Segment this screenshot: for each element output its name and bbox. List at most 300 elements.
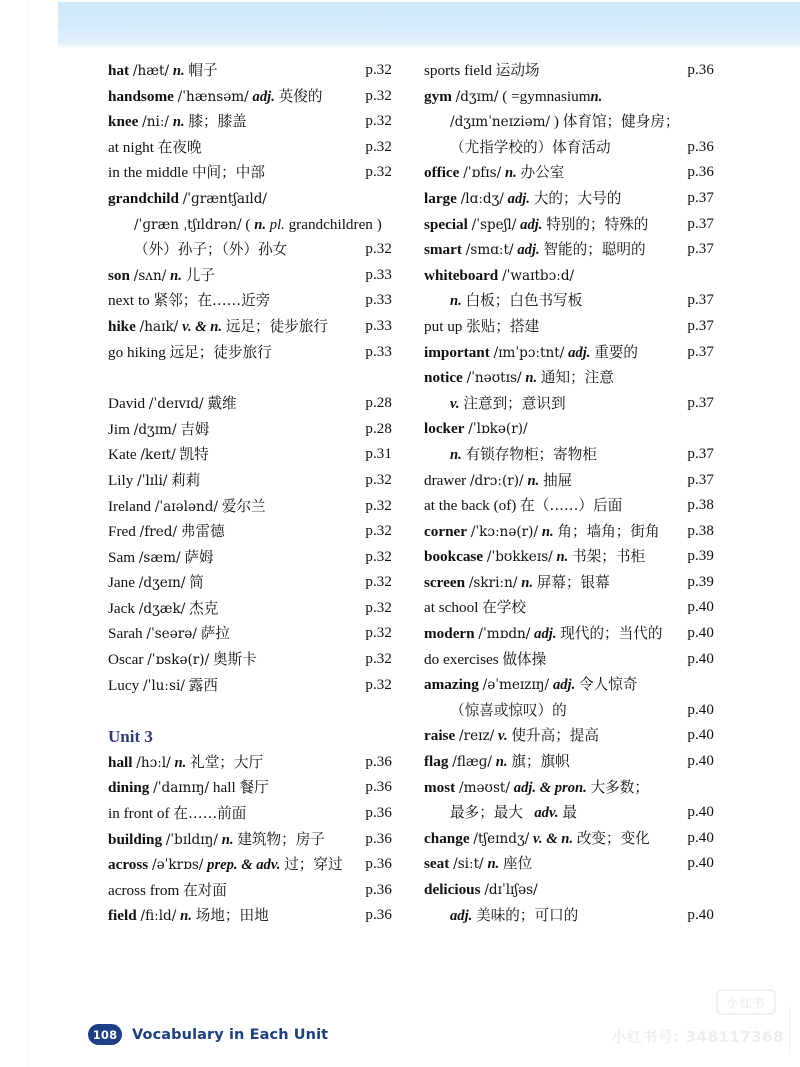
- entry-line: [424, 519, 714, 545]
- entry-line: [424, 160, 714, 186]
- chinese-gloss: 现代的；当代的: [560, 625, 663, 643]
- headword: Kate: [108, 446, 137, 464]
- page-reference: p.36: [365, 881, 392, 898]
- page-reference: p.37: [687, 292, 714, 309]
- page-reference: p.32: [365, 651, 392, 668]
- chinese-gloss: 注意到；意识到: [463, 394, 566, 412]
- page-reference: p.32: [365, 676, 392, 693]
- chinese-gloss: 改变；变化: [576, 829, 650, 847]
- entry-text: [424, 523, 660, 540]
- pronunciation: /ˈnəʊtɪs/: [466, 370, 522, 387]
- part-of-speech: adj. & pron.: [513, 779, 587, 796]
- page-reference: p.32: [365, 113, 392, 130]
- entry-text: [108, 856, 343, 873]
- entry-text: [108, 523, 225, 540]
- headword: son: [108, 266, 130, 284]
- page-reference: p.33: [365, 292, 392, 309]
- headword: hat: [108, 62, 130, 79]
- entry-text: [424, 446, 597, 463]
- entry-line: [424, 877, 714, 903]
- entry-line: [424, 826, 714, 852]
- entry-text: [424, 344, 638, 361]
- headword: bookcase: [424, 548, 484, 566]
- part-of-speech: n.: [525, 370, 538, 387]
- chinese-gloss: 特别的；特殊的: [546, 215, 649, 233]
- chinese-gloss: 大的；大号的: [533, 189, 622, 207]
- entry-line: [424, 493, 714, 519]
- page-reference: p.40: [687, 701, 714, 718]
- entry-line: [424, 468, 714, 494]
- chinese-gloss: 白板；白色书写板: [465, 292, 583, 310]
- entry-text: [424, 369, 614, 386]
- part-of-speech: n.: [495, 754, 508, 771]
- entry-special: [424, 212, 714, 238]
- chinese-gloss: （尤指学校的）体育活动: [450, 138, 611, 156]
- chinese-gloss: 有锁存物柜；寄物柜: [465, 445, 597, 463]
- part-of-speech: n.: [527, 472, 540, 489]
- chinese-gloss: 紧邻；在……近旁: [153, 292, 271, 310]
- pronunciation: /ˈbɪldɪŋ/: [165, 831, 218, 848]
- entry-david: [108, 391, 408, 417]
- page-number-badge: 108: [88, 1024, 122, 1045]
- entry-text: [108, 677, 218, 694]
- pronunciation: /ˈdeɪvɪd/: [148, 396, 204, 413]
- page-reference: p.40: [687, 753, 714, 770]
- chinese-gloss: 智能的；聪明的: [543, 241, 646, 259]
- chinese-gloss: 张贴；搭建: [466, 317, 540, 335]
- page-reference: p.32: [365, 497, 392, 514]
- part-of-speech: v.: [450, 395, 460, 412]
- entry-line: [108, 621, 408, 647]
- part-of-speech: pl.: [269, 216, 285, 233]
- entry-line: [108, 314, 408, 340]
- entry-line: [108, 212, 408, 238]
- entry-text: [108, 318, 328, 335]
- entry-in-front-of: [108, 801, 408, 827]
- page-reference: p.40: [687, 906, 714, 923]
- entry-line: [108, 570, 408, 596]
- entry-line: [108, 494, 408, 520]
- page-reference: p.37: [687, 471, 714, 488]
- page-reference: p.32: [365, 164, 392, 181]
- extra-text: (: [245, 215, 255, 233]
- chinese-gloss: 吉姆: [180, 420, 210, 438]
- entry-at-school: [424, 595, 714, 621]
- page-footer: [88, 1024, 328, 1045]
- entry-text: [108, 267, 215, 284]
- headword: drawer: [424, 471, 467, 489]
- entry-text: [108, 88, 322, 105]
- headword: put up: [424, 317, 463, 335]
- pronunciation: /fiːld/: [140, 908, 177, 925]
- entry-text: [424, 651, 546, 668]
- chinese-gloss: 美味的；可口的: [476, 906, 579, 924]
- headword: at school: [424, 599, 479, 617]
- entry-text: [424, 702, 567, 719]
- entry-raise: [424, 723, 714, 749]
- part-of-speech: n.: [504, 165, 517, 182]
- entry-notice: [424, 365, 714, 416]
- pronunciation: /sʌn/: [133, 267, 167, 284]
- headword: delicious: [424, 881, 481, 898]
- entry-corner: [424, 519, 714, 545]
- part-of-speech: adj.: [450, 907, 473, 924]
- entry-delicious: [424, 877, 714, 928]
- chinese-gloss: 在学校: [482, 599, 527, 617]
- entry-go-hiking: [108, 340, 408, 366]
- headword: whiteboard: [424, 266, 499, 284]
- xiaohongshu-watermark-logo: 小红书: [716, 989, 776, 1015]
- headword: screen: [424, 573, 466, 591]
- pronunciation: /drɔː(r)/: [469, 472, 524, 489]
- page-reference: p.40: [687, 650, 714, 667]
- header-band-fade: [58, 44, 800, 49]
- chinese-gloss: 书架；书柜: [572, 548, 646, 566]
- page-reference: p.28: [365, 395, 392, 412]
- chinese-gloss: 在（……）后面: [520, 497, 623, 515]
- chinese-gloss: 弗雷德: [180, 523, 225, 541]
- entry-line: [108, 417, 408, 443]
- entry-line: [108, 340, 408, 366]
- entry-line: [108, 288, 408, 314]
- headword: Jim: [108, 420, 130, 438]
- entry-text: [108, 574, 204, 591]
- page-reference: p.40: [687, 599, 714, 616]
- page-reference: p.33: [365, 343, 392, 360]
- entry-son: [108, 263, 408, 289]
- part-of-speech: prep. & adv.: [207, 857, 281, 874]
- footer-title: Vocabulary in Each Unit: [132, 1026, 329, 1043]
- entry-gym: [424, 84, 714, 161]
- headword: Sarah: [108, 625, 143, 643]
- entry-line: [424, 851, 714, 877]
- entry-line: [424, 288, 714, 314]
- entry-important: [424, 340, 714, 366]
- entry-building: [108, 827, 408, 853]
- chinese-gloss: 礼堂；大厅: [190, 753, 264, 771]
- chinese-gloss: 过；穿过: [284, 856, 343, 874]
- page-reference: p.37: [687, 445, 714, 462]
- part-of-speech: n.: [172, 63, 185, 79]
- part-of-speech: v. & n.: [533, 830, 573, 847]
- pronunciation: /dɪˈlɪʃəs/: [484, 882, 538, 898]
- pronunciation: /ˈbʊkkeɪs/: [486, 549, 553, 566]
- page-reference: p.36: [687, 164, 714, 181]
- pronunciation: /ˈɡræn ˌtʃɪldrən/: [134, 216, 242, 233]
- entry-text: [424, 907, 578, 924]
- entry-office: [424, 160, 714, 186]
- headword: field: [108, 907, 137, 925]
- part-of-speech: n.: [487, 856, 500, 873]
- xiaohongshu-watermark-id: 小红书号: 348117368: [611, 1028, 784, 1046]
- entry-text: [424, 190, 621, 207]
- entry-line: [424, 621, 714, 647]
- chinese-gloss: 在……前面: [173, 805, 247, 823]
- pronunciation: /ˈwaɪtbɔːd/: [502, 267, 575, 284]
- entry-smart: [424, 237, 714, 263]
- entry-line: [108, 263, 408, 289]
- pronunciation: /ˈɒfɪs/: [463, 165, 502, 182]
- page-reference: p.36: [687, 62, 714, 78]
- entry-fred: [108, 519, 408, 545]
- pronunciation: /ˈaɪələnd/: [154, 498, 219, 515]
- entry-in-the-middle: [108, 160, 408, 186]
- headword: at the back (of): [424, 497, 517, 515]
- entry-whiteboard: [424, 263, 714, 314]
- entry-at-night: [108, 135, 408, 161]
- entry-line: [424, 186, 714, 212]
- entry-text: [108, 472, 200, 489]
- headword: David: [108, 395, 146, 413]
- entry-line: [424, 84, 714, 110]
- chinese-gloss: 大多数；: [590, 778, 649, 796]
- headword: gym: [424, 87, 452, 105]
- headword: Lily: [108, 471, 134, 489]
- entry-text: [424, 113, 680, 130]
- entry-line: [108, 58, 408, 84]
- page-reference: p.36: [365, 830, 392, 847]
- entry-text: [108, 625, 230, 642]
- entry-put-up: [424, 314, 714, 340]
- entry-text: [424, 804, 577, 821]
- headword: Sam: [108, 548, 136, 566]
- page-reference: p.40: [687, 804, 714, 821]
- page-reference: p.37: [687, 317, 714, 334]
- pronunciation: /əˈmeɪzɪŋ/: [482, 677, 550, 694]
- page-reference: p.38: [687, 497, 714, 514]
- part-of-speech: n.: [254, 216, 266, 233]
- entry-line: [424, 647, 714, 673]
- chinese-gloss: 杰克: [189, 599, 219, 617]
- entry-text: [424, 548, 645, 565]
- entry-oscar: [108, 647, 408, 673]
- entry-across: [108, 852, 408, 878]
- entry-text: [108, 779, 269, 796]
- page-reference: p.32: [365, 548, 392, 565]
- chinese-gloss: 通知；注意: [540, 369, 614, 387]
- page-reference: p.32: [365, 87, 392, 104]
- part-of-speech: n.: [174, 754, 187, 771]
- chinese-gloss: 旗；旗帜: [511, 753, 570, 771]
- part-of-speech: n.: [450, 446, 462, 463]
- page-reference: p.32: [365, 471, 392, 488]
- entry-line: [108, 545, 408, 571]
- pronunciation: /ˈdaɪnɪŋ/: [153, 780, 210, 797]
- entry-line: [424, 749, 714, 775]
- headword: next to: [108, 292, 150, 310]
- headword: dining: [108, 779, 150, 797]
- section-gap: [108, 365, 408, 391]
- pronunciation: /ˈhænsəm/: [177, 88, 249, 105]
- extra-text: ): [376, 215, 382, 233]
- entry-line: [424, 416, 714, 442]
- entry-line: [424, 212, 714, 238]
- chinese-gloss: 奥斯卡: [212, 651, 257, 669]
- page-reference: p.33: [365, 317, 392, 334]
- chinese-gloss: 英俊的: [278, 87, 323, 105]
- entry-text: [108, 651, 257, 668]
- pronunciation: /ˈkɔːnə(r)/: [470, 523, 539, 540]
- entry-text: [424, 395, 566, 412]
- entry-screen: [424, 570, 714, 596]
- part-of-speech: n.: [221, 831, 234, 848]
- page-reference: p.38: [687, 522, 714, 539]
- chinese-gloss: 令人惊奇: [579, 676, 638, 694]
- chinese-gloss: 爱尔兰: [221, 497, 266, 515]
- entry-next-to: [108, 288, 408, 314]
- headword: seat: [424, 855, 450, 873]
- chinese-gloss: 建筑物；房子: [237, 830, 325, 848]
- chinese-gloss: 露西: [188, 676, 218, 694]
- entry-text: [424, 420, 528, 437]
- entry-text: [108, 498, 266, 515]
- headword: special: [424, 215, 468, 233]
- entry-line: [424, 237, 714, 263]
- entry-text: [424, 830, 650, 847]
- entry-jack: [108, 596, 408, 622]
- page-reference: p.32: [365, 574, 392, 591]
- page-reference: p.36: [365, 907, 392, 924]
- entry-line: [424, 544, 714, 570]
- entry-line: [108, 750, 408, 776]
- entry-text: [108, 62, 218, 79]
- page-reference: p.40: [687, 829, 714, 846]
- entry-text: [424, 88, 602, 105]
- entry-text: [108, 344, 272, 361]
- part-of-speech: v. & n.: [182, 318, 223, 335]
- page-reference: p.32: [365, 523, 392, 540]
- chinese-gloss: 帽子: [188, 62, 218, 79]
- page-reference: p.37: [687, 189, 714, 206]
- entry-sarah: [108, 621, 408, 647]
- entry-lily: [108, 468, 408, 494]
- part-of-speech: n.: [521, 574, 533, 591]
- entry-across-from: [108, 878, 408, 904]
- headword: do exercises: [424, 650, 499, 668]
- entry-line: [424, 570, 714, 596]
- page-reference: p.32: [365, 241, 392, 258]
- entry-line: [424, 365, 714, 391]
- entry-line: [108, 673, 408, 699]
- entry-seat: [424, 851, 714, 877]
- entry-at-the-back-of: [424, 493, 714, 519]
- entry-line: [424, 314, 714, 340]
- page-reference: p.32: [365, 625, 392, 642]
- part-of-speech: adj.: [568, 344, 591, 361]
- chinese-gloss: 远足；徒步旅行: [169, 343, 272, 361]
- entry-line: [424, 109, 714, 135]
- entry-line: [108, 827, 408, 853]
- entry-text: [108, 754, 263, 771]
- part-of-speech: adj.: [252, 88, 275, 105]
- headword: across from: [108, 881, 180, 899]
- page-reference: p.36: [365, 779, 392, 796]
- entry-line: [424, 595, 714, 621]
- chinese-gloss: 戴维: [207, 395, 237, 413]
- entry-line: [108, 878, 408, 904]
- headword: Jane: [108, 574, 135, 592]
- entry-line: [108, 852, 408, 878]
- pronunciation: /flæɡ/: [452, 754, 492, 771]
- part-of-speech: n.: [590, 88, 603, 105]
- page-reference: p.37: [687, 215, 714, 232]
- entry-text: [108, 831, 325, 848]
- part-of-speech: adj.: [507, 190, 530, 207]
- page-reference: p.32: [365, 62, 392, 78]
- entry-text: [108, 907, 269, 924]
- entry-amazing: [424, 672, 714, 723]
- part-of-speech: n.: [180, 908, 192, 925]
- chinese-gloss: 抽屉: [543, 471, 573, 489]
- headword: important: [424, 343, 490, 361]
- chinese-gloss: 运动场: [495, 62, 540, 79]
- entry-line: [108, 109, 408, 135]
- pronunciation: /ˈlɪli/: [137, 472, 168, 489]
- entry-text: [108, 446, 209, 463]
- page-reference: p.32: [365, 599, 392, 616]
- headword: Ireland: [108, 497, 152, 515]
- pronunciation: /dʒæk/: [138, 600, 186, 617]
- entry-line: [424, 698, 714, 724]
- headword: hall: [108, 753, 133, 771]
- entry-hike: [108, 314, 408, 340]
- headword: knee: [108, 113, 139, 131]
- entry-line: [424, 903, 714, 929]
- entry-text: [424, 727, 599, 744]
- chinese-gloss: 屏幕；银幕: [536, 573, 610, 591]
- headword: handsome: [108, 87, 174, 105]
- entry-line: [108, 801, 408, 827]
- chinese-gloss: 莉莉: [171, 471, 201, 489]
- headword: corner: [424, 522, 468, 540]
- entry-line: [424, 800, 714, 826]
- entry-drawer: [424, 468, 714, 494]
- chinese-gloss: 膝；膝盖: [188, 113, 247, 131]
- chinese-gloss: （惊喜或惊叹）的: [450, 701, 567, 719]
- headword: most: [424, 778, 456, 796]
- entry-line: [424, 442, 714, 468]
- headword: in front of: [108, 805, 170, 823]
- entry-text: [424, 139, 611, 156]
- page-reference: p.28: [365, 420, 392, 437]
- part-of-speech: v.: [498, 728, 508, 745]
- page-reference: p.36: [687, 138, 714, 155]
- entry-sam: [108, 545, 408, 571]
- chinese-gloss: 远足；徒步旅行: [225, 317, 329, 335]
- part-of-speech: n.: [556, 549, 569, 566]
- pronunciation: /skriːn/: [468, 574, 518, 591]
- entry-line: [108, 186, 408, 212]
- entry-line: [424, 135, 714, 161]
- chinese-gloss: （外）孙子；（外）孙女: [134, 241, 288, 259]
- pronunciation: /smɑːt/: [465, 242, 514, 259]
- headword: Jack: [108, 599, 135, 617]
- headword: hike: [108, 317, 136, 335]
- entry-flag: [424, 749, 714, 775]
- right-column: [424, 58, 714, 928]
- entry-text: [424, 753, 570, 770]
- pronunciation: /dʒɪm/: [133, 421, 177, 438]
- entry-line: [108, 775, 408, 801]
- entry-line: [424, 391, 714, 417]
- page-reference: p.36: [365, 856, 392, 873]
- page-reference: p.32: [365, 138, 392, 155]
- extra-text: hall: [212, 779, 236, 797]
- entry-line: [108, 237, 408, 263]
- pronunciation: /əˈkrɒs/: [152, 857, 204, 874]
- entry-text: [424, 599, 526, 616]
- entry-text: [108, 241, 287, 258]
